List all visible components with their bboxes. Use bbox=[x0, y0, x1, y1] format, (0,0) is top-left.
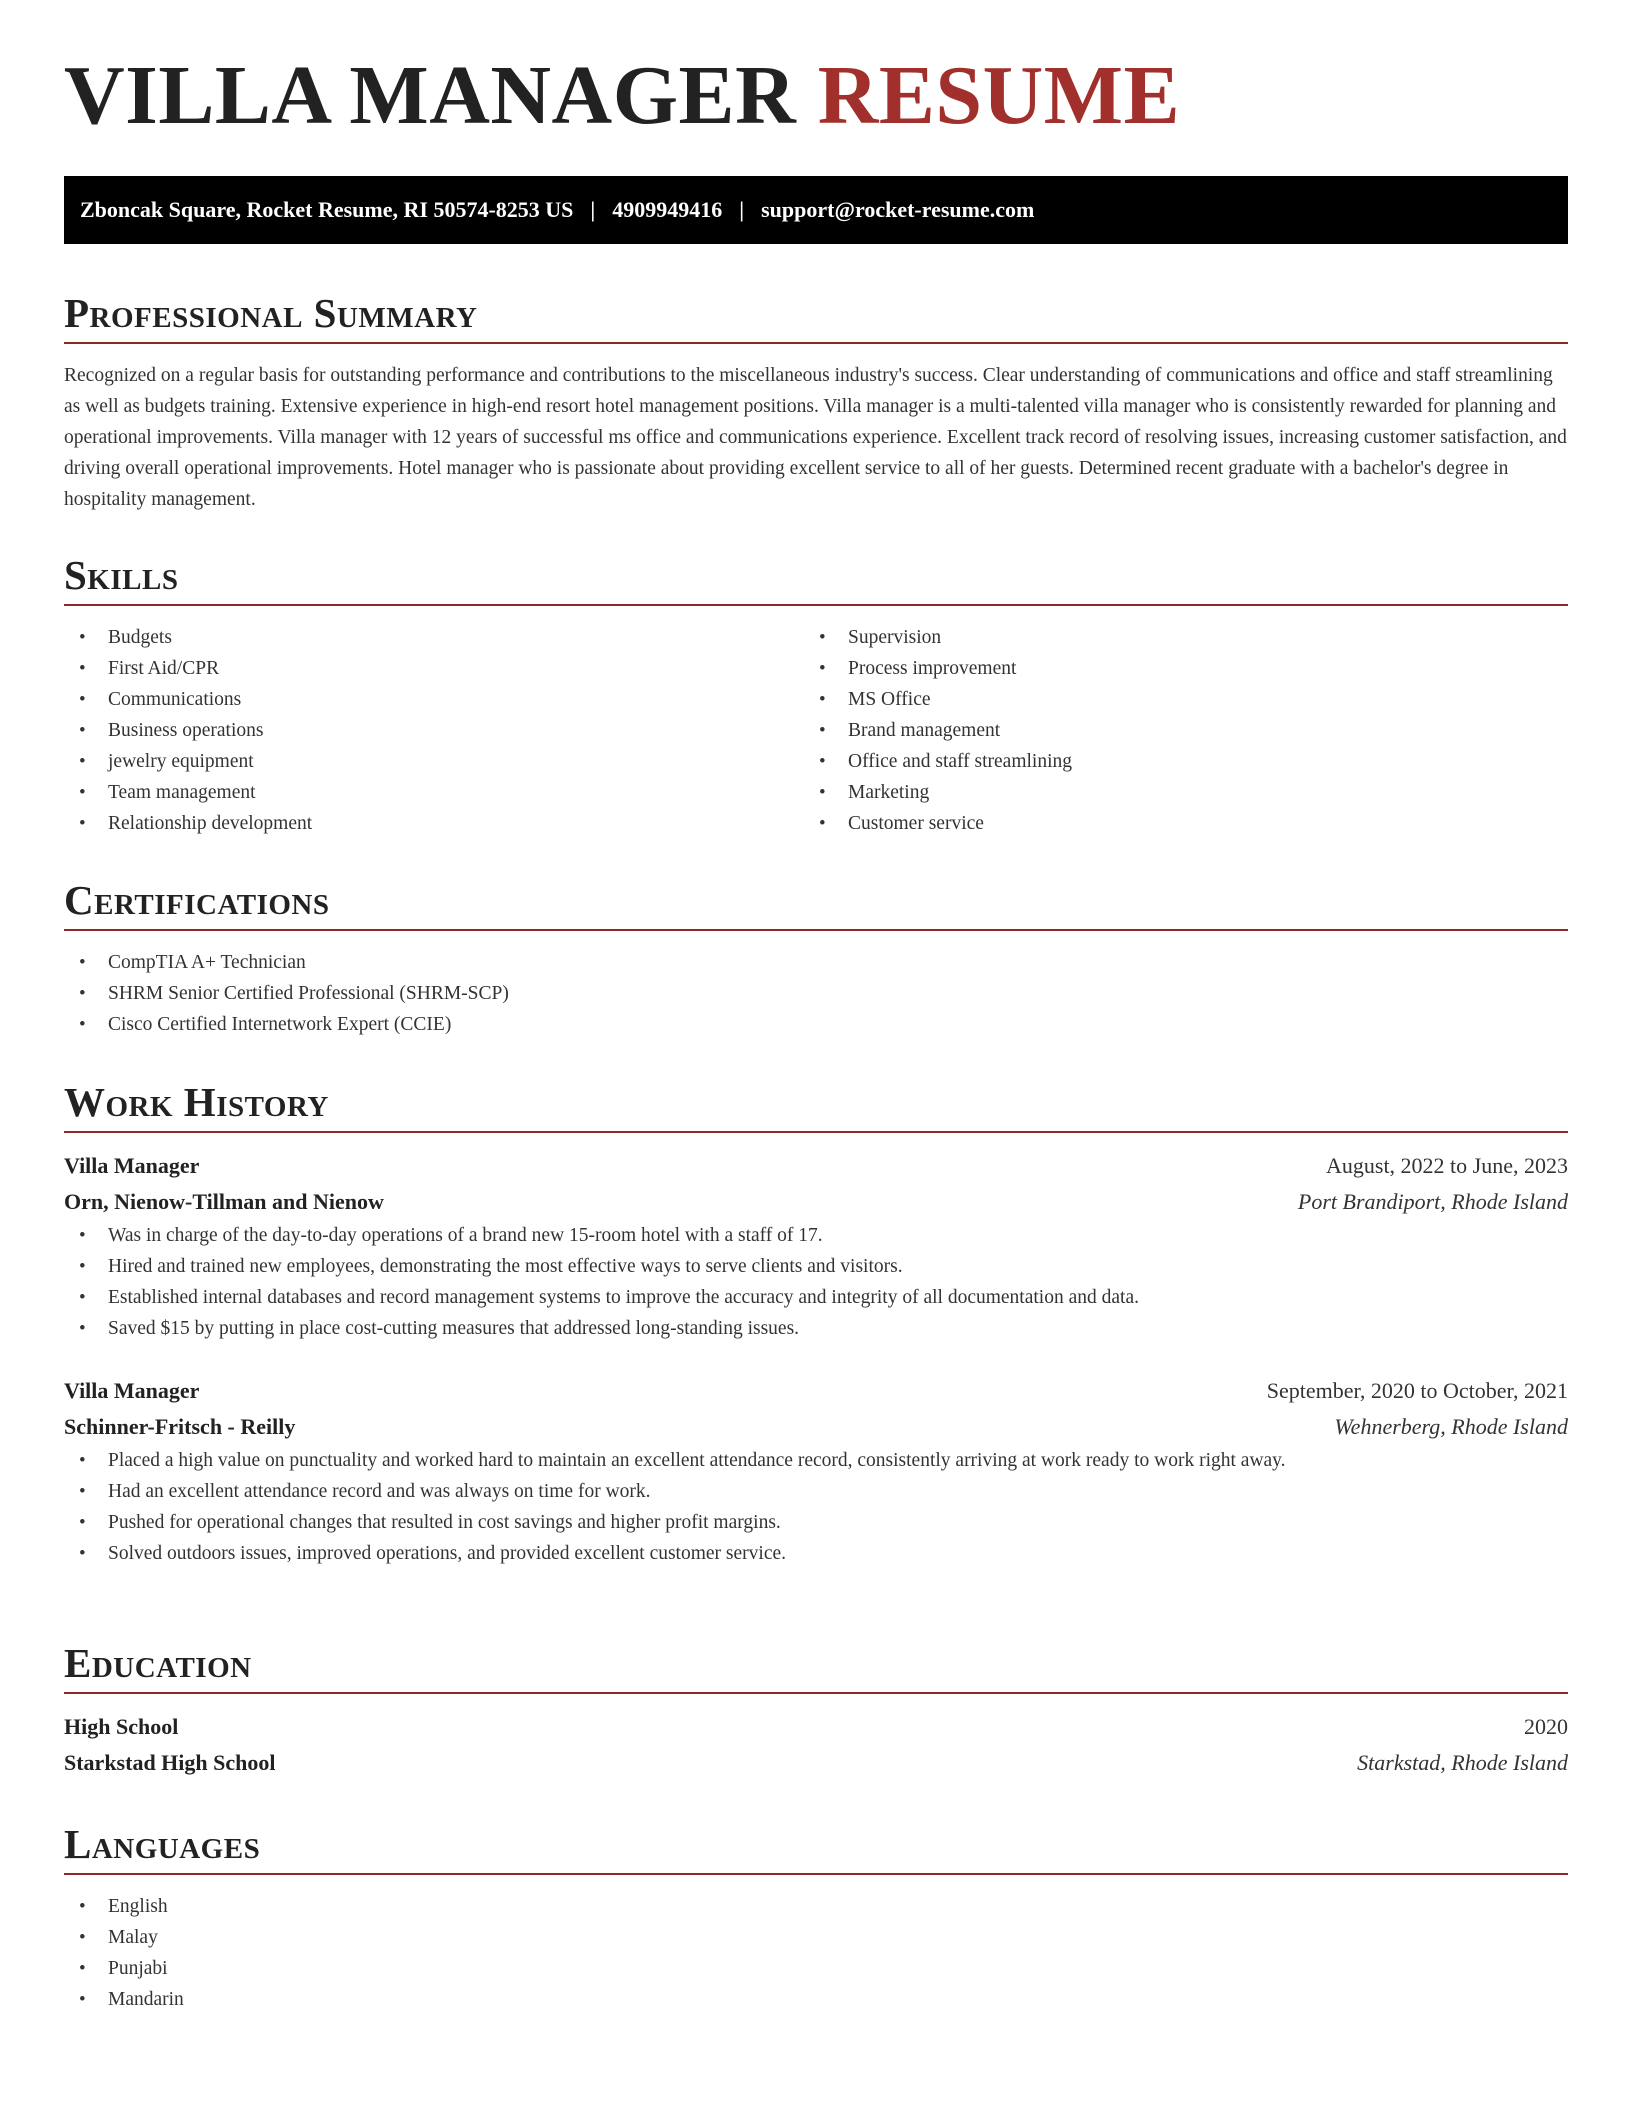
job-entry bbox=[64, 1148, 1568, 1344]
language-item: • Mandarin bbox=[64, 1984, 1568, 2015]
skill-item: • Process improvement bbox=[804, 653, 1544, 684]
job-dates: August, 2022 to June, 2023 bbox=[1326, 1153, 1568, 1178]
skills-columns bbox=[64, 622, 1568, 839]
job-bullets bbox=[64, 1220, 1568, 1344]
contact-bar bbox=[64, 176, 1568, 244]
skill-item: • Office and staff streamlining bbox=[804, 746, 1544, 777]
job-entry bbox=[64, 1373, 1568, 1569]
job-company-row bbox=[64, 1409, 1568, 1445]
skills-section bbox=[64, 546, 1568, 839]
section-divider bbox=[64, 929, 1568, 931]
section-divider bbox=[64, 1873, 1568, 1875]
education-entry bbox=[64, 1709, 1568, 1781]
job-title: Villa Manager bbox=[64, 1378, 200, 1403]
skill-item: • Customer service bbox=[804, 808, 1544, 839]
job-title: Villa Manager bbox=[64, 1153, 200, 1178]
skill-item: • Budgets bbox=[64, 622, 804, 653]
section-divider bbox=[64, 604, 1568, 606]
contact-separator: | bbox=[590, 197, 596, 222]
skill-item: • Team management bbox=[64, 777, 804, 808]
certifications-list bbox=[64, 947, 1568, 1040]
job-bullet: • Was in charge of the day-to-day operations of a brand new 15-room hotel with a staff of 17. bbox=[64, 1220, 1568, 1251]
skill-item: • MS Office bbox=[804, 684, 1544, 715]
skill-item: • Brand management bbox=[804, 715, 1544, 746]
job-header-row bbox=[64, 1373, 1568, 1409]
title-main: VILLA MANAGER bbox=[64, 49, 797, 142]
section-divider bbox=[64, 342, 1568, 344]
contact-email[interactable]: support@rocket-resume.com bbox=[761, 197, 1035, 222]
languages-list bbox=[64, 1891, 1568, 2015]
job-dates: September, 2020 to October, 2021 bbox=[1266, 1378, 1568, 1403]
section-heading: Work History bbox=[64, 1079, 329, 1125]
education-school: Starkstad High School bbox=[64, 1750, 276, 1775]
job-bullet: • Established internal databases and record management systems to improve the accuracy and integrity of all documentation and data. bbox=[64, 1282, 1568, 1313]
skill-item: • Marketing bbox=[804, 777, 1544, 808]
language-item: • Malay bbox=[64, 1922, 1568, 1953]
title-accent: RESUME bbox=[817, 49, 1181, 142]
language-item: • Punjabi bbox=[64, 1953, 1568, 1984]
job-company: Schinner-Fritsch - Reilly bbox=[64, 1414, 296, 1439]
certification-item: • SHRM Senior Certified Professional (SHRM-SCP) bbox=[64, 978, 1568, 1009]
section-divider bbox=[64, 1131, 1568, 1133]
job-bullet: • Had an excellent attendance record and was always on time for work. bbox=[64, 1476, 1568, 1507]
certifications-section bbox=[64, 871, 1568, 1040]
section-heading: Skills bbox=[64, 552, 179, 598]
job-bullet: • Solved outdoors issues, improved operations, and provided excellent customer service. bbox=[64, 1538, 1568, 1569]
skill-item: • First Aid/CPR bbox=[64, 653, 804, 684]
skill-item: • Relationship development bbox=[64, 808, 804, 839]
section-heading: Education bbox=[64, 1640, 252, 1686]
contact-address: Zboncak Square, Rocket Resume, RI 50574-8253 US bbox=[80, 197, 574, 222]
summary-section bbox=[64, 284, 1568, 535]
certification-item: • CompTIA A+ Technician bbox=[64, 947, 1568, 978]
job-location: Wehnerberg, Rhode Island bbox=[1334, 1414, 1568, 1439]
work-history-section bbox=[64, 1073, 1568, 1569]
section-heading: Certifications bbox=[64, 877, 330, 923]
language-item: • English bbox=[64, 1891, 1568, 1922]
education-location: Starkstad, Rhode Island bbox=[1357, 1750, 1568, 1775]
education-school-row bbox=[64, 1745, 1568, 1781]
skills-list-left bbox=[64, 622, 804, 839]
skill-item: • jewelry equipment bbox=[64, 746, 804, 777]
skill-item: • Communications bbox=[64, 684, 804, 715]
job-bullet: • Saved $15 by putting in place cost-cutting measures that addressed long-standing issues. bbox=[64, 1313, 1568, 1344]
skills-list-right bbox=[804, 622, 1544, 839]
job-company: Orn, Nienow-Tillman and Nienow bbox=[64, 1189, 384, 1214]
education-year: 2020 bbox=[1524, 1714, 1568, 1739]
contact-separator: | bbox=[739, 197, 745, 222]
job-bullet: • Pushed for operational changes that resulted in cost savings and higher profit margins. bbox=[64, 1507, 1568, 1538]
languages-section bbox=[64, 1815, 1568, 2015]
summary-text: Recognized on a regular basis for outstanding performance and contributions to the miscellaneous industry's success. Clear understanding of communications and office and staff streamlining as well as budgets training. Extensive experience in high-end resort hotel management positions. Villa manager is a multi-talented villa manager who is consistently rewarded for planning and operational improvements. Villa manager with 12 years of successful ms office and communications experience. Excellent track record of resolving issues, increasing customer satisfaction, and driving overall operational improvements. Hotel manager who is passionate about providing excellent service to all of her guests. Determined recent graduate with a bachelor's degree in hospitality management. bbox=[64, 365, 1567, 510]
resume-title bbox=[64, 49, 1181, 142]
job-bullets bbox=[64, 1445, 1568, 1569]
job-bullet: • Placed a high value on punctuality and worked hard to maintain an excellent attendance record, consistently arriving at work ready to work right away. bbox=[64, 1445, 1568, 1476]
job-bullet: • Hired and trained new employees, demonstrating the most effective ways to serve clients and visitors. bbox=[64, 1251, 1568, 1282]
job-header-row bbox=[64, 1148, 1568, 1184]
contact-phone: 4909949416 bbox=[612, 197, 723, 222]
certification-item: • Cisco Certified Internetwork Expert (CCIE) bbox=[64, 1009, 1568, 1040]
section-divider bbox=[64, 1692, 1568, 1694]
section-heading: Languages bbox=[64, 1821, 261, 1867]
education-degree: High School bbox=[64, 1714, 179, 1739]
skill-item: • Business operations bbox=[64, 715, 804, 746]
education-header-row bbox=[64, 1709, 1568, 1745]
job-company-row bbox=[64, 1184, 1568, 1220]
skill-item: • Supervision bbox=[804, 622, 1544, 653]
education-section bbox=[64, 1634, 1568, 1781]
job-location: Port Brandiport, Rhode Island bbox=[1297, 1189, 1568, 1214]
section-heading: Professional Summary bbox=[64, 290, 478, 336]
